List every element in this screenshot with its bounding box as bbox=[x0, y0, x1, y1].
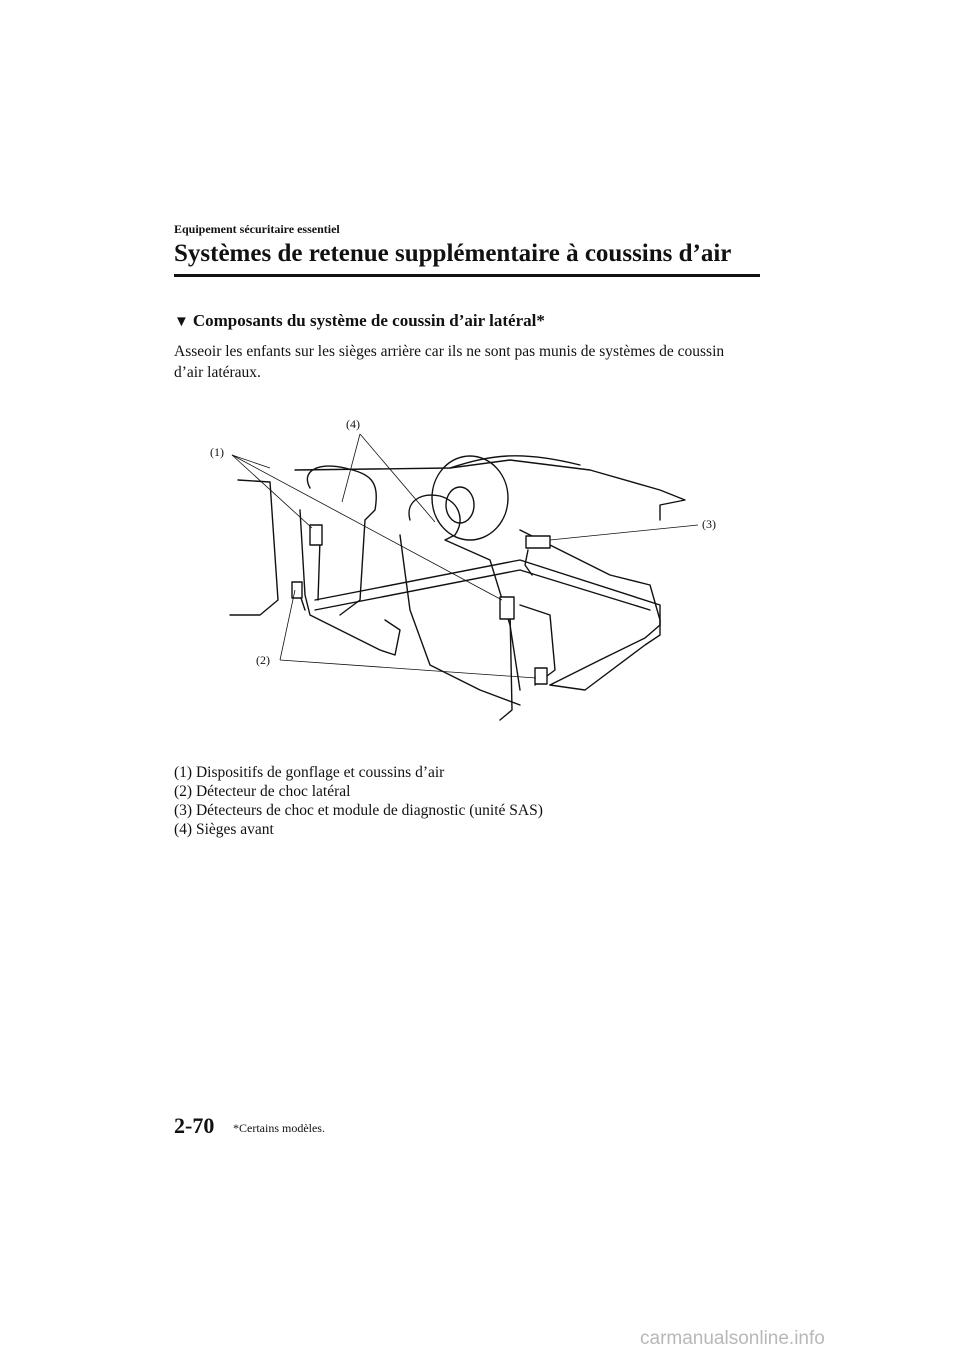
legend-item: (4) Sièges avant bbox=[174, 821, 274, 838]
airbag-diagram bbox=[190, 410, 750, 730]
footnote: *Certains modèles. bbox=[233, 1121, 325, 1135]
subheading-text: Composants du système de coussin d’air latéral* bbox=[192, 311, 545, 330]
leader-line-1c bbox=[232, 455, 270, 468]
callout-4: (4) bbox=[346, 417, 360, 431]
wiring-harness bbox=[300, 540, 532, 720]
page-number: 2-70 bbox=[174, 1113, 215, 1138]
callout-2: (2) bbox=[256, 653, 270, 667]
body-line: d’air latéraux. bbox=[174, 364, 261, 381]
legend-item: (2) Détecteur de choc latéral bbox=[174, 783, 351, 800]
body-paragraph bbox=[174, 341, 764, 383]
watermark: carmanualsonline.info bbox=[640, 1328, 825, 1349]
triangle-marker-icon: ▼ bbox=[174, 314, 189, 330]
figure-legend bbox=[174, 763, 543, 839]
body-line: Asseoir les enfants sur les sièges arrière car ils ne sont pas munis de systèmes de coussin bbox=[174, 343, 725, 360]
leader-line-4b bbox=[360, 434, 435, 522]
leader-line-2a bbox=[280, 590, 295, 660]
right-dash-line bbox=[520, 530, 660, 690]
steering-wheel bbox=[432, 456, 508, 540]
subheading bbox=[174, 311, 545, 331]
callout-1: (1) bbox=[210, 445, 224, 459]
legend-item: (3) Détecteurs de choc et module de diagnostic (unité SAS) bbox=[174, 802, 543, 819]
section-kicker: Equipement sécuritaire essentiel bbox=[174, 222, 340, 236]
leader-line-2b bbox=[280, 660, 536, 678]
side-airbag-module-right bbox=[500, 597, 514, 619]
right-seat-back bbox=[409, 495, 520, 690]
page-title: Systèmes de retenue supplémentaire à coussins d’air bbox=[174, 240, 732, 267]
sas-unit bbox=[526, 536, 550, 548]
dashboard-line bbox=[295, 460, 685, 520]
leader-line-3 bbox=[550, 525, 698, 540]
side-sensor-right bbox=[535, 668, 547, 684]
legend-item: (1) Dispositifs de gonflage et coussins d’air bbox=[174, 764, 445, 781]
right-seat-cushion bbox=[400, 535, 520, 705]
title-rule bbox=[174, 274, 760, 277]
callout-3: (3) bbox=[702, 517, 716, 531]
door-pillar-line bbox=[230, 480, 278, 615]
